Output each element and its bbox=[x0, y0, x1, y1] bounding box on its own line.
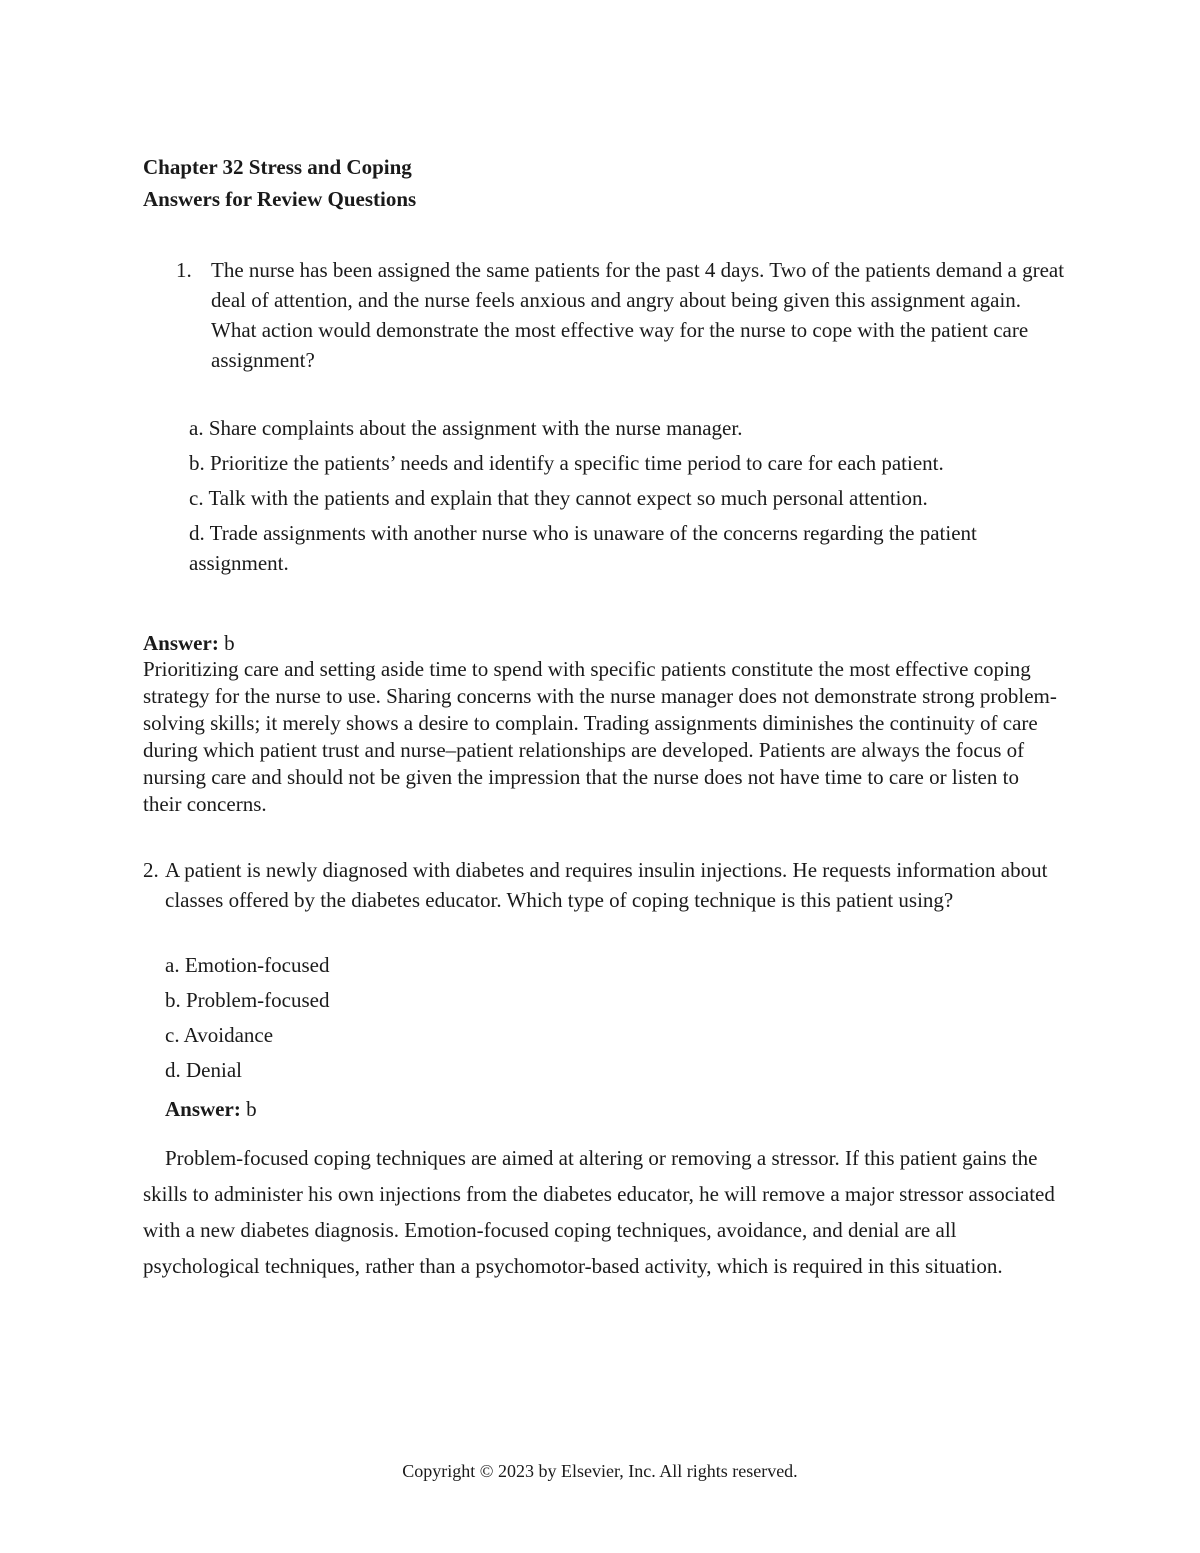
question-2-text: A patient is newly diagnosed with diabetes and requires insulin injections. He requests information about classes offered by the diabetes educator. Which type of coping technique is this patient using? bbox=[165, 858, 1048, 912]
question-1-answer bbox=[143, 629, 235, 657]
question-2-answer bbox=[165, 1095, 257, 1123]
question-2-number: 2. bbox=[143, 858, 159, 882]
question-1-number: 1. bbox=[176, 258, 192, 282]
chapter-title: Chapter 32 Stress and Coping bbox=[143, 155, 412, 179]
answer-value: b bbox=[218, 631, 235, 655]
question-2-option-b: b. Problem-focused bbox=[165, 988, 330, 1012]
section-subtitle: Answers for Review Questions bbox=[143, 187, 417, 211]
answer-value: b bbox=[240, 1097, 257, 1121]
question-2-option-c: c. Avoidance bbox=[165, 1023, 274, 1047]
copyright-footer: Copyright © 2023 by Elsevier, Inc. All rights reserved. bbox=[402, 1461, 798, 1481]
question-1-options bbox=[189, 413, 1059, 583]
question-2-rationale: Problem-focused coping techniques are aimed at altering or removing a stressor. If this patient gains the skills to administer his own injections from the diabetes educator, he will remove a major stressor associated with a new diabetes diagnosis. Emotion-focused coping techniques, avoidance, and denial are all psychological techniques, rather than a psychomotor-based activity, which is required in this situation. bbox=[143, 1146, 1055, 1278]
question-1 bbox=[176, 255, 1066, 375]
question-1-option-c: c. Talk with the patients and explain that they cannot expect so much personal attention. bbox=[189, 486, 928, 510]
question-1-option-a: a. Share complaints about the assignment with the nurse manager. bbox=[189, 416, 743, 440]
question-2 bbox=[143, 855, 1058, 915]
question-1-text: The nurse has been assigned the same patients for the past 4 days. Two of the patients demand a great deal of attention, and the nurse feels anxious and angry about being given this assignment again. What action would demonstrate the most effective way for the nurse to cope with the patient care assignment? bbox=[211, 258, 1065, 372]
question-1-rationale: Prioritizing care and setting aside time to spend with specific patients constitute the most effective coping strategy for the nurse to use. Sharing concerns with the nurse manager does not demonstrate strong problem-solving skills; it merely shows a desire to complain. Trading assignments diminishes the continuity of care during which patient trust and nurse–patient relationships are developed. Patients are always the focus of nursing care and should not be given the impression that the nurse does not have time to care or listen to their concerns. bbox=[143, 657, 1057, 816]
question-2-options bbox=[165, 950, 329, 1090]
question-2-option-a: a. Emotion-focused bbox=[165, 953, 330, 977]
question-2-option-d: d. Denial bbox=[165, 1058, 242, 1082]
answer-label: Answer: bbox=[143, 631, 219, 655]
question-1-option-d: d. Trade assignments with another nurse who is unaware of the concerns regarding the patient assignment. bbox=[189, 521, 977, 575]
question-1-option-b: b. Prioritize the patients’ needs and identify a specific time period to care for each patient. bbox=[189, 451, 944, 475]
answer-label: Answer: bbox=[165, 1097, 241, 1121]
